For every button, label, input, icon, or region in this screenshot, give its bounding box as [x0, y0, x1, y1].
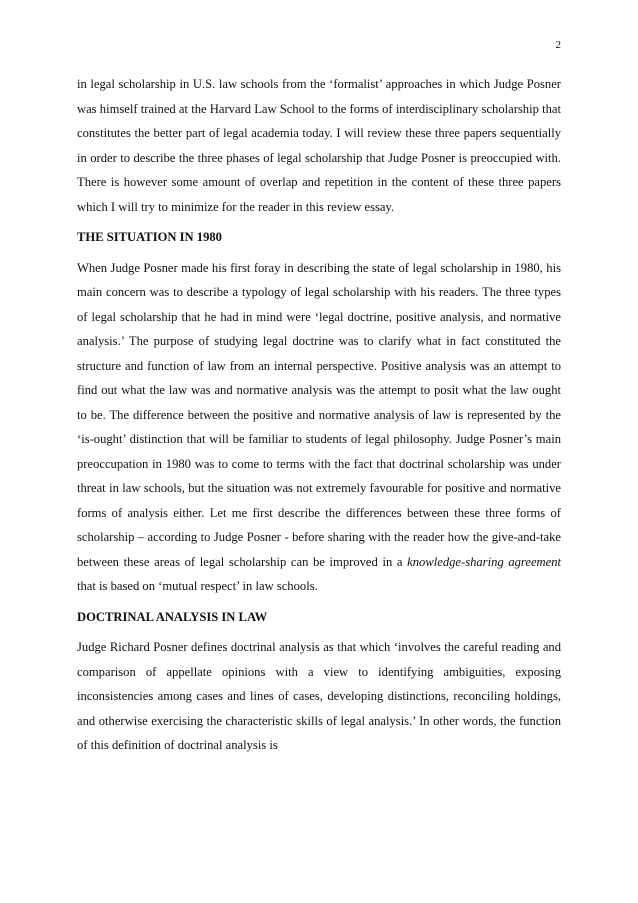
section-heading-situation-1980: THE SITUATION IN 1980	[77, 230, 222, 244]
paragraph-intro: in legal scholarship in U.S. law schools from the ‘formalist’ approaches in which Judge Posner was himself trained at the Harvard Law School to the forms of interdisciplinary scholarship that constitutes the better part of legal academia today. I will review these three papers sequentially in order to describe the three phases of legal scholarship that Judge Posner is preoccupied with. There is however some amount of overlap and repetition in the content of these three papers which I will try to minimize for the reader in this review essay.	[77, 77, 561, 214]
body-text	[77, 72, 561, 758]
page-number: 2	[555, 39, 561, 51]
section-heading-doctrinal-analysis: DOCTRINAL ANALYSIS IN LAW	[77, 609, 268, 624]
paragraph-text-segment: that is based on ‘mutual respect’ in law schools.	[77, 579, 318, 593]
paragraph-situation-1980	[77, 256, 561, 599]
paragraph-text-segment: When Judge Posner made his first foray in describing the state of legal scholarship in 1980, his main concern was to describe a typology of legal scholarship with his readers. The three types of legal scholarship that he had in mind were ‘legal doctrine, positive analysis, and normative analysis.’ The purpose of studying legal doctrine was to clarify what in fact constituted the structure and function of law from an internal perspective. Positive analysis was an attempt to find out what the law was and normative analysis was the attempt to posit what the law ought to be. The difference between the positive and normative analysis of law is represented by the ‘is-ought’ distinction that will be familiar to students of legal philosophy. Judge Posner’s main preoccupation in 1980 was to come to terms with the fact that doctrinal scholarship was under threat in law schools, but the situation was not extremely favourable for positive and normative forms of analysis either. Let me first describe the differences between these three forms of scholarship – according to Judge Posner - before sharing with the reader how the give-and-take between these areas of legal scholarship can be improved in a	[77, 260, 561, 569]
paragraph-doctrinal-analysis: Judge Richard Posner defines doctrinal analysis as that which ‘involves the careful reading and comparison of appellate opinions with a view to identifying ambiguities, exposing inconsistencies among cases and lines of cases, developing distinctions, reconciling holdings, and otherwise exercising the characteristic skills of legal analysis.’ In other words, the function of this definition of doctrinal analysis is	[77, 640, 561, 752]
italic-term: knowledge-sharing agreement	[407, 554, 562, 569]
